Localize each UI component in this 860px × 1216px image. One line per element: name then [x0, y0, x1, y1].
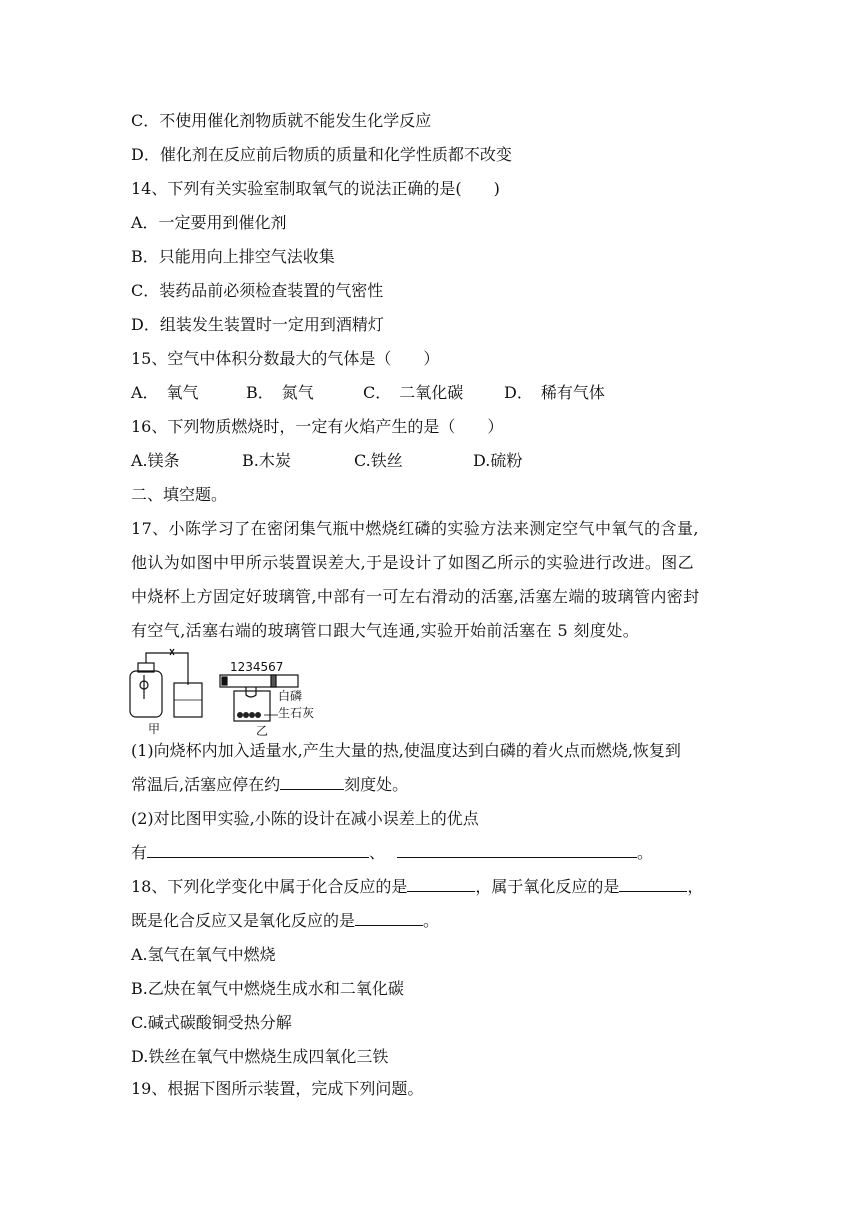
figure-jia-label: 甲 — [148, 722, 161, 736]
question-19: 19、根据下图所示装置，完成下列问题。 — [131, 1079, 424, 1098]
question-17-part-2-line-1: (2)对比图甲实验,小陈的设计在减小误差上的优点 — [131, 809, 479, 828]
question-17-part-2-separator: 、 — [369, 843, 386, 862]
question-17-line-4: 有空气,活塞右端的玻璃管口跟大气连通,实验开始前活塞在 5 刻度处。 — [131, 621, 640, 640]
question-16-option-d: D.硫粉 — [473, 451, 523, 470]
question-17-part-2-end: 。 — [637, 843, 654, 862]
question-17-line-3: 中烧杯上方固定好玻璃管,中部有一可左右滑动的活塞,活塞左端的玻璃管内密封 — [131, 587, 700, 606]
answer-blank-advantage-2[interactable] — [397, 843, 637, 858]
apparatus-figure — [126, 645, 316, 737]
question-15-option-a: A． 氧气 — [131, 383, 199, 402]
question-14: 14、下列有关实验室制取氧气的说法正确的是( ) — [131, 179, 500, 198]
question-18-option-a: A.氢气在氧气中燃烧 — [131, 945, 276, 964]
figure-yi-label: 乙 — [256, 724, 269, 737]
option-c-line: C．不使用催化剂物质就不能发生化学反应 — [131, 111, 432, 130]
apparatus-diagram — [126, 645, 316, 737]
question-16-option-c: C.铁丝 — [354, 451, 403, 470]
question-18-line-2 — [131, 911, 439, 931]
question-14-option-a: A．一定要用到催化剂 — [131, 213, 287, 232]
question-16-option-b: B.木炭 — [242, 451, 291, 470]
question-14-option-d: D．组装发生装置时一定用到酒精灯 — [131, 315, 384, 334]
question-18-text-d: 既是化合反应又是氧化反应的是 — [131, 911, 356, 930]
question-18-text-e: 。 — [423, 911, 440, 930]
option-d-line: D．催化剂在反应前后物质的质量和化学性质都不改变 — [131, 145, 512, 164]
question-17-part-2-line-2 — [131, 843, 653, 863]
question-18-text-c: ， — [687, 877, 704, 896]
answer-blank-scale[interactable] — [280, 775, 344, 790]
question-15-option-b: B． 氮气 — [246, 383, 314, 402]
question-15-option-d: D． 稀有气体 — [504, 383, 605, 402]
question-16: 16、下列物质燃烧时，一定有火焰产生的是（ ） — [131, 417, 504, 436]
question-14-option-c: C．装药品前必须检查装置的气密性 — [131, 281, 384, 300]
question-17-part-1-line-1: (1)向烧杯内加入适量水,产生大量的热,使温度达到白磷的着火点而燃烧,恢复到 — [131, 741, 681, 760]
question-17-line-2: 他认为如图中甲所示装置误差大,于是设计了如图乙所示的实验进行改进。图乙 — [131, 553, 695, 572]
scale-label: 1234567 — [230, 660, 284, 674]
answer-blank-advantage-1[interactable] — [147, 843, 369, 858]
question-18-option-b: B.乙炔在氧气中燃烧生成水和二氧化碳 — [131, 979, 404, 998]
question-16-option-a: A.镁条 — [131, 451, 180, 470]
question-18-option-c: C.碱式碳酸铜受热分解 — [131, 1013, 292, 1032]
question-18-text-b: ，属于氧化反应的是 — [475, 877, 620, 896]
question-17-part-2-prefix: 有 — [131, 843, 148, 862]
question-18-line-1 — [131, 877, 703, 897]
question-15-option-c: C． 二氧化碳 — [363, 383, 464, 402]
question-18-option-d: D.铁丝在氧气中燃烧生成四氧化三铁 — [131, 1047, 389, 1066]
answer-blank-both[interactable] — [355, 911, 423, 926]
answer-blank-oxidation[interactable] — [619, 877, 687, 892]
question-14-option-b: B．只能用向上排空气法收集 — [131, 247, 335, 266]
white-phosphorus-label: 白磷 — [278, 689, 303, 703]
section-heading-fill-in: 二、填空题。 — [131, 485, 228, 504]
question-17-part-1-text: 常温后,活塞应停在约 — [131, 775, 281, 794]
question-15: 15、空气中体积分数最大的气体是（ ） — [131, 349, 440, 368]
question-17-part-1-line-2 — [131, 775, 408, 795]
quicklime-label: 生石灰 — [278, 706, 315, 720]
question-17-part-1-suffix: 刻度处。 — [344, 775, 409, 794]
question-18-text-a: 18、下列化学变化中属于化合反应的是 — [131, 877, 408, 896]
answer-blank-combination[interactable] — [407, 877, 475, 892]
question-17-line-1: 17、小陈学习了在密闭集气瓶中燃烧红磷的实验方法来测定空气中氧气的含量, — [131, 519, 699, 538]
